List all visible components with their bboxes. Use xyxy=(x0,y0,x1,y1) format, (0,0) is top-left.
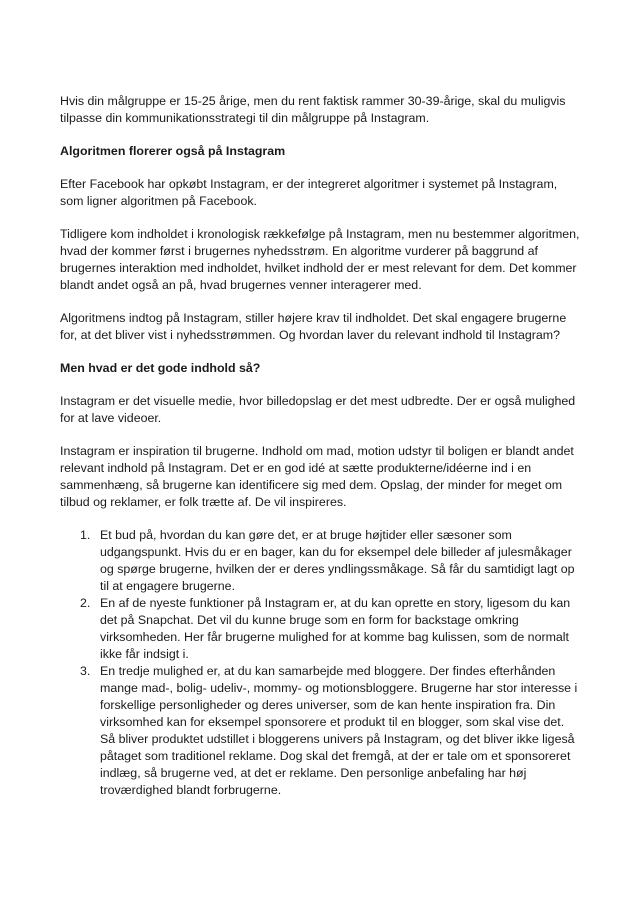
paragraph-chronological-order: Tidligere kom indholdet i kronologisk rækkefølge på Instagram, men nu bestemmer algoritmen, hvad der kommer først i brugernes nyhedsstrøm. En algoritme vurderer på baggrund af brugernes interaktion med indholdet, hvilket indhold der er mest relevant for dem. Det kommer blandt andet også an på, hvad brugernes venner interagerer med. xyxy=(60,227,580,292)
list-item-text: En af de nyeste funktioner på Instagram er, at du kan oprette en story, ligesom du kan det på Snapchat. Det vil du kunne bruge som en form for backstage omkring virksomheden. Her får brugerne mulighed for at komme bag kulissen, som de normalt ikke får indsigt i. xyxy=(100,596,571,661)
paragraph-algorithm-demands: Algoritmens indtog på Instagram, stiller højere krav til indholdet. Det skal engagere brugerne for, at det bliver vist i nyhedsstrømmen. Og hvordan laver du relevant indhold til Instagram? xyxy=(60,311,567,342)
document-page xyxy=(60,93,580,799)
list-item-number: 3. xyxy=(80,664,91,678)
list-item xyxy=(60,595,580,663)
intro-paragraph: Hvis din målgruppe er 15-25 årige, men du rent faktisk rammer 30-39-årige, skal du muligvis tilpasse din kommunikationsstrategi til din målgruppe på Instagram. xyxy=(60,94,566,125)
paragraph-inspiration: Instagram er inspiration til brugerne. Indhold om mad, motion udstyr til boligen er blandt andet relevant indhold på Instagram. Det er en god idé at sætte produkterne/idéerne ind i en sammenhæng, så brugerne kan identificere sig med dem. Opslag, der minder for meget om tilbud og reklamer, er folk trætte af. De vil inspireres. xyxy=(60,444,574,509)
list-item-number: 2. xyxy=(80,596,91,610)
list-item-text: Et bud på, hvordan du kan gøre det, er at bruge højtider eller sæsoner som udgangspunkt. Hvis du er en bager, kan du for eksempel dele billeder af julesmåkager og spørge brugerne, hvilken der er deres yndlingssmåkage. Så får du samtidigt lagt op til at engagere brugerne. xyxy=(100,528,575,593)
list-item xyxy=(60,663,580,799)
paragraph-facebook-acquisition: Efter Facebook har opkøbt Instagram, er der integreret algoritmer i systemet på Instagram, som ligner algoritmen på Facebook. xyxy=(60,177,558,208)
list-item xyxy=(60,527,580,595)
list-item-text: En tredje mulighed er, at du kan samarbejde med bloggere. Der findes efterhånden mange mad-, bolig- udeliv-, mommy- og motionsbloggere. Brugerne har stor interesse i forskellige personligheder og deres universer, som de kan hente inspiration fra. Din virksomhed kan for eksempel sponsorere et produkt til en blogger, som skal vise det. Så bliver produktet udstillet i bloggerens univers på Instagram, og det bliver ikke ligeså påtaget som traditionel reklame. Dog skal det fremgå, at der er tale om et sponsoreret indlæg, så brugerne ved, at det er reklame. Den personlige anbefaling har høj troværdighed blandt forbrugerne. xyxy=(100,664,578,797)
heading-good-content: Men hvad er det gode indhold så? xyxy=(60,361,261,375)
heading-algorithm: Algoritmen florerer også på Instagram xyxy=(60,144,286,158)
list-item-number: 1. xyxy=(80,528,91,542)
tips-list xyxy=(60,527,580,799)
paragraph-visual-medium: Instagram er det visuelle medie, hvor billedopslag er det mest udbredte. Der er også mulighed for at lave videoer. xyxy=(60,394,576,425)
